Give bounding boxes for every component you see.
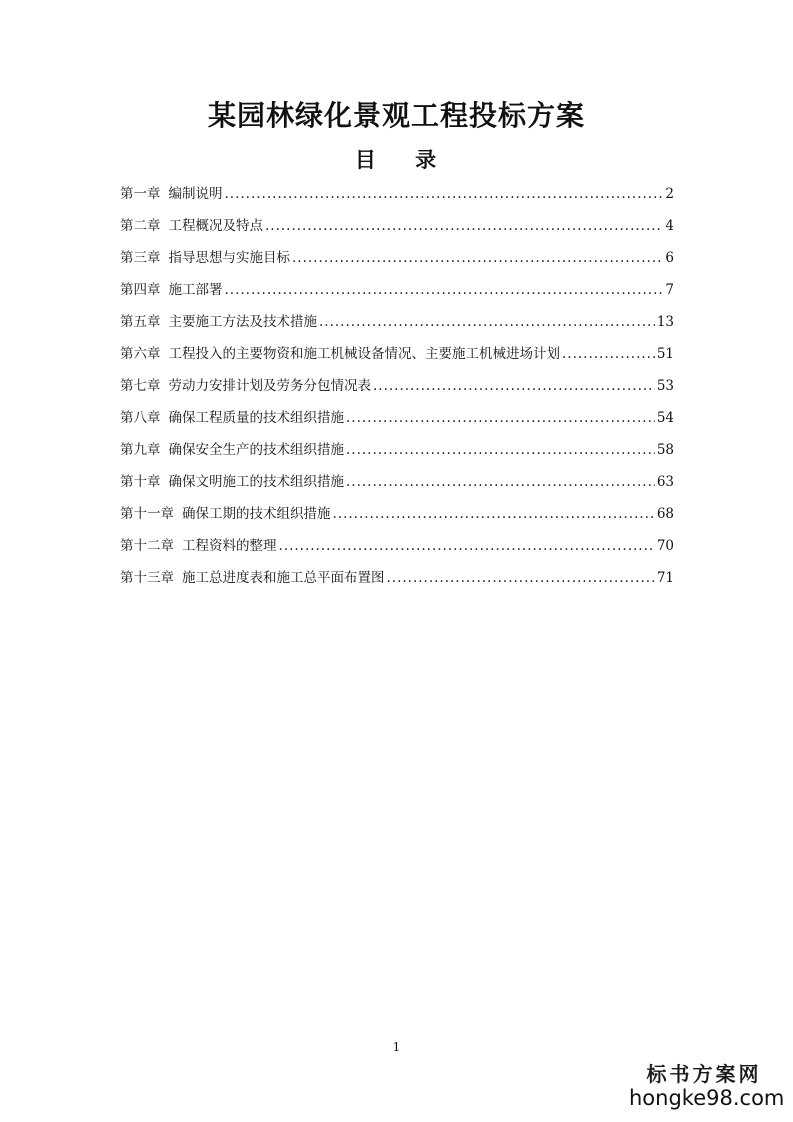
toc-entry-title [120,214,263,238]
toc-entry-title [120,566,385,590]
watermark-logo [629,1062,785,1110]
toc-chapter-label: 第十二章 [120,538,174,554]
toc-page-number: 13 [656,314,674,330]
toc-page-number: 58 [656,442,674,458]
toc-page-number: 6 [665,250,674,266]
toc-page-number: 4 [665,218,674,234]
toc-entry[interactable] [120,214,674,246]
toc-chapter-name: 指导思想与实施目标 [168,250,290,266]
toc-page-number: 68 [656,506,674,522]
toc-entry[interactable] [120,246,674,278]
toc-leader-dots [225,278,664,302]
toc-page-number: 71 [656,570,674,586]
toc-leader-dots [279,534,655,558]
toc-chapter-label: 第十章 [120,474,161,490]
toc-chapter-name: 确保工程质量的技术组织措施 [168,410,344,426]
toc-page-number: 2 [665,186,674,202]
toc-entry-title [120,438,344,462]
toc-entry[interactable] [120,182,674,214]
toc-entry[interactable] [120,310,674,342]
toc-page-number: 7 [665,282,674,298]
toc-entry-title [120,342,560,366]
toc-chapter-name: 确保安全生产的技术组织措施 [168,442,344,458]
toc-entry-title [120,278,223,302]
toc-entry-title [120,310,317,334]
toc-leader-dots [319,310,655,334]
toc-chapter-label: 第二章 [120,218,161,234]
toc-leader-dots [387,566,655,590]
toc-page-number: 70 [656,538,674,554]
toc-entry[interactable] [120,566,674,598]
toc-chapter-name: 施工部署 [168,282,223,298]
toc-chapter-label: 第七章 [120,378,161,394]
table-of-contents [120,182,674,598]
toc-chapter-name: 主要施工方法及技术措施 [168,314,317,330]
toc-leader-dots [346,438,655,462]
toc-entry-title [120,502,331,526]
toc-page-number: 63 [656,474,674,490]
watermark-text: 标书方案网 [646,1062,762,1086]
toc-entry[interactable] [120,470,674,502]
toc-leader-dots [373,374,655,398]
toc-chapter-name: 工程概况及特点 [168,218,263,234]
toc-entry[interactable] [120,438,674,470]
document-title: 某园林绿化景观工程投标方案 [207,99,585,132]
toc-entry-title [120,406,344,430]
toc-chapter-name: 确保工期的技术组织措施 [182,506,331,522]
toc-chapter-label: 第三章 [120,250,161,266]
toc-entry-title [120,470,344,494]
toc-chapter-name: 劳动力安排计划及劳务分包情况表 [168,378,371,394]
page-number: 1 [392,1040,401,1054]
toc-chapter-label: 第四章 [120,282,161,298]
toc-entry[interactable] [120,374,674,406]
toc-entry-title [120,246,290,270]
toc-entry-title [120,182,223,206]
toc-entry-title [120,534,277,558]
toc-leader-dots [333,502,655,526]
toc-chapter-name: 施工总进度表和施工总平面布置图 [182,570,385,586]
watermark-url: hongke98.com [629,1086,785,1110]
toc-heading: 目 录 [354,148,453,172]
toc-leader-dots [292,246,663,270]
toc-entry[interactable] [120,534,674,566]
toc-chapter-name: 确保文明施工的技术组织措施 [168,474,344,490]
toc-page-number: 54 [656,410,674,426]
toc-page-number: 53 [656,378,674,394]
toc-entry[interactable] [120,278,674,310]
toc-leader-dots [346,470,655,494]
toc-chapter-label: 第十三章 [120,570,174,586]
toc-leader-dots [265,214,663,238]
toc-entry[interactable] [120,502,674,534]
toc-leader-dots [346,406,655,430]
toc-chapter-name: 工程资料的整理 [182,538,277,554]
toc-leader-dots [225,182,664,206]
toc-entry-title [120,374,371,398]
toc-chapter-label: 第十一章 [120,506,174,522]
toc-page-number: 51 [656,346,674,362]
toc-chapter-label: 第六章 [120,346,161,362]
toc-leader-dots [562,342,655,366]
toc-chapter-label: 第一章 [120,186,161,202]
toc-chapter-label: 第八章 [120,410,161,426]
toc-chapter-label: 第五章 [120,314,161,330]
toc-chapter-name: 工程投入的主要物资和施工机械设备情况、主要施工机械进场计划 [168,346,560,362]
toc-chapter-label: 第九章 [120,442,161,458]
toc-chapter-name: 编制说明 [168,186,223,202]
toc-entry[interactable] [120,342,674,374]
toc-entry[interactable] [120,406,674,438]
